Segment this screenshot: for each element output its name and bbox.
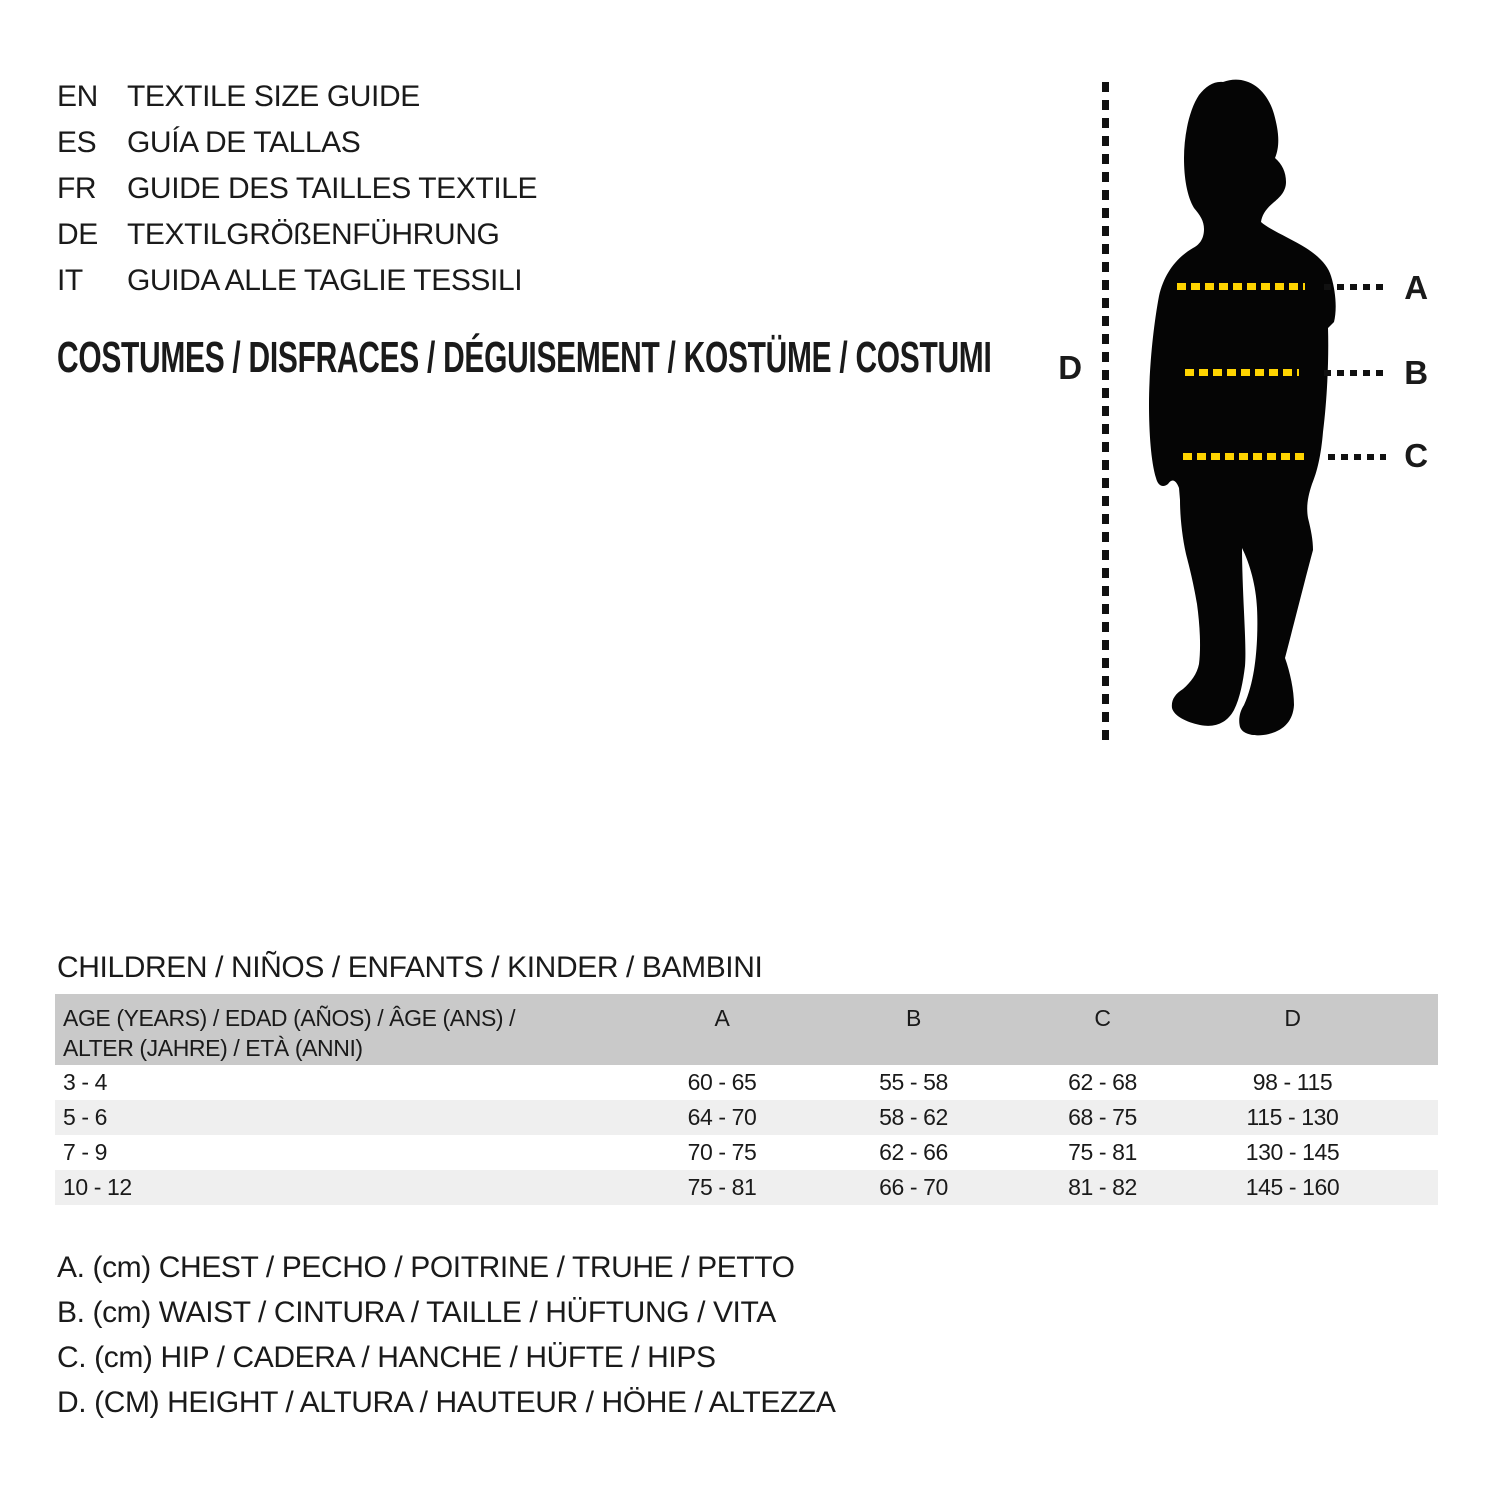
hip-leader-dots — [1328, 454, 1386, 460]
age-cell: 7 - 9 — [63, 1139, 108, 1165]
legend-line-height: D. (CM) HEIGHT / ALTURA / HAUTEUR / HÖHE / ALTEZZA — [57, 1386, 836, 1419]
age-column-header — [55, 994, 625, 1065]
measure-label-b: B — [1404, 354, 1428, 391]
legend-line-chest: A. (cm) CHEST / PECHO / POITRINE / TRUHE / PETTO — [57, 1251, 795, 1284]
lang-title: TEXTILE SIZE GUIDE — [127, 80, 420, 113]
lang-code: IT — [57, 264, 83, 297]
height-cell: 145 - 160 — [1197, 1170, 1438, 1205]
measure-label-d: D — [1058, 349, 1082, 386]
lang-code: FR — [57, 172, 97, 205]
column-header-d: D — [1197, 994, 1438, 1065]
chest-cell: 75 - 81 — [625, 1170, 819, 1205]
measure-label-a: A — [1404, 269, 1428, 306]
height-cell: 115 - 130 — [1197, 1100, 1438, 1135]
column-header-c: C — [1008, 994, 1197, 1065]
size-table — [55, 994, 1438, 1205]
lang-code: DE — [57, 218, 98, 251]
legend-line-waist: B. (cm) WAIST / CINTURA / TAILLE / HÜFTUNG / VITA — [57, 1296, 776, 1329]
lang-title: GUÍA DE TALLAS — [127, 126, 361, 159]
hip-measure-dash — [1183, 453, 1309, 460]
table-row — [55, 1065, 1438, 1100]
chest-cell: 64 - 70 — [625, 1100, 819, 1135]
column-header-a: A — [625, 994, 819, 1065]
height-cell: 130 - 145 — [1245, 1139, 1340, 1165]
waist-cell: 55 - 58 — [879, 1069, 948, 1095]
age-cell: 5 - 6 — [55, 1100, 625, 1135]
size-table-header-row — [55, 994, 1438, 1065]
waist-leader-dots — [1324, 370, 1386, 376]
hip-cell: 75 - 81 — [1068, 1139, 1137, 1165]
lang-code: EN — [57, 80, 98, 113]
lang-row-en — [57, 74, 537, 120]
age-header-line2: ALTER (JAHRE) / ETÀ (ANNI) — [63, 1035, 363, 1061]
measurement-legend — [57, 1245, 835, 1425]
category-heading-text: COSTUMES / DISFRACES / DÉGUISEMENT / KOSTÜME / COSTUMI — [57, 333, 992, 382]
hip-cell: 62 - 68 — [1068, 1069, 1137, 1095]
table-row — [55, 1135, 1438, 1170]
age-cell: 10 - 12 — [55, 1170, 625, 1205]
chest-cell: 60 - 65 — [687, 1069, 757, 1095]
lang-row-fr — [57, 166, 537, 212]
waist-cell: 58 - 62 — [819, 1100, 1008, 1135]
waist-cell: 66 - 70 — [819, 1170, 1008, 1205]
language-title-list — [57, 74, 537, 304]
height-cell: 98 - 115 — [1252, 1069, 1333, 1095]
chest-leader-dots — [1324, 284, 1386, 290]
hip-cell: 81 - 82 — [1008, 1170, 1197, 1205]
waist-measure-dash — [1185, 369, 1299, 376]
hip-cell: 68 - 75 — [1008, 1100, 1197, 1135]
lang-title: TEXTILGRÖßENFÜHRUNG — [127, 218, 500, 251]
lang-row-es — [57, 120, 537, 166]
child-silhouette — [1149, 80, 1336, 736]
legend-line-hip: C. (cm) HIP / CADERA / HANCHE / HÜFTE / HIPS — [57, 1341, 716, 1374]
measure-label-c: C — [1404, 437, 1428, 474]
child-silhouette-figure — [1130, 60, 1390, 760]
chest-cell: 70 - 75 — [687, 1139, 757, 1165]
chest-measure-dash — [1177, 283, 1305, 290]
group-heading-children: CHILDREN / NIÑOS / ENFANTS / KINDER / BAMBINI — [57, 951, 763, 984]
lang-row-it — [57, 258, 537, 304]
age-cell: 3 - 4 — [63, 1069, 108, 1095]
waist-cell: 62 - 66 — [879, 1139, 948, 1165]
lang-row-de — [57, 212, 537, 258]
table-row — [55, 1170, 1438, 1205]
lang-code: ES — [57, 126, 97, 159]
height-dotted-line — [1102, 82, 1109, 740]
age-header-line1: AGE (YEARS) / EDAD (AÑOS) / ÂGE (ANS) / — [63, 1005, 516, 1031]
lang-title: GUIDE DES TAILLES TEXTILE — [127, 172, 538, 205]
column-header-b: B — [819, 994, 1008, 1065]
table-row — [55, 1100, 1438, 1135]
lang-title: GUIDA ALLE TAGLIE TESSILI — [127, 264, 523, 297]
